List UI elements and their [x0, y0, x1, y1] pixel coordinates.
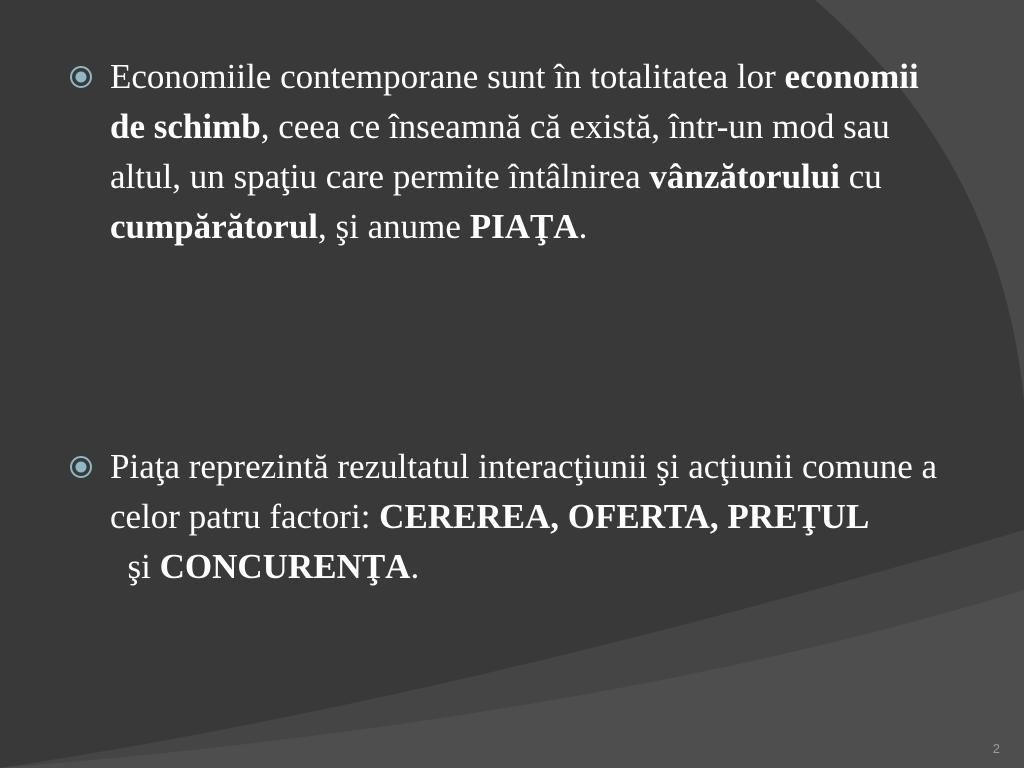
- page-number: 2: [992, 741, 1000, 756]
- bullet-1-seg-0: Economiile contemporane sunt în totalitatea lor: [110, 57, 785, 96]
- bullet-1-seg-1: economii de schimb: [110, 57, 919, 146]
- bullet-2-seg-0: Piaţa reprezintă rezultatul interacţiunii şi acţiunii comune a celor patru factori:: [110, 447, 938, 536]
- bullet-1-seg-4: cu: [839, 157, 882, 196]
- bullet-1-seg-5: cumpărătorul: [110, 207, 319, 246]
- bullet-1-seg-8: .: [578, 207, 588, 246]
- circled-dot-icon: [68, 454, 94, 480]
- bullet-1-seg-3: vânzătorului: [649, 157, 840, 196]
- bullet-1-seg-7: PIAŢA: [469, 207, 579, 246]
- bullet-point-2: [110, 442, 960, 592]
- bullet-2-seg-2: şi: [110, 547, 160, 586]
- circled-dot-icon: [68, 64, 94, 90]
- bullet-point-1: [110, 52, 960, 252]
- bullet-2-seg-3: CONCURENŢA: [159, 547, 411, 586]
- bullet-2-seg-4: .: [410, 547, 420, 586]
- bullet-2-seg-1: CEREREA, OFERTA, PREŢUL: [379, 497, 870, 536]
- bullet-1-seg-2: , ceea ce înseamnă că există, într-un mod sau altul, un spaţiu care permite întâlnirea: [110, 107, 890, 196]
- bullet-1-seg-6: , şi anume: [318, 207, 470, 246]
